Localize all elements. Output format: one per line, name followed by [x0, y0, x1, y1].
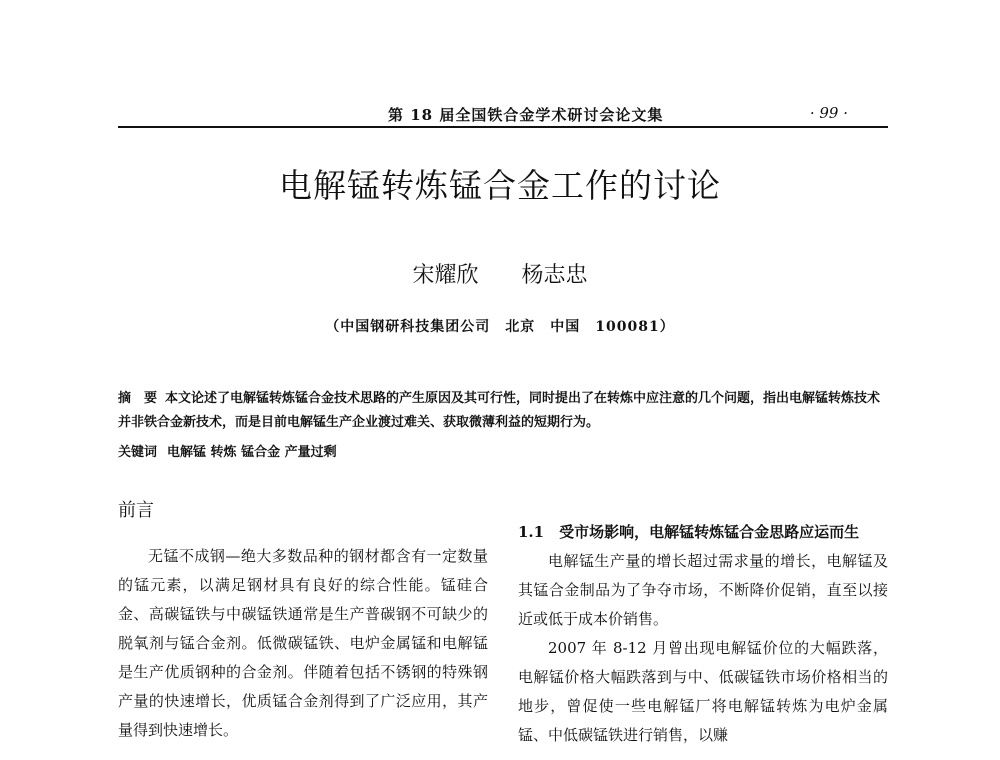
keywords	[118, 443, 888, 463]
right-column	[518, 518, 888, 750]
authors	[0, 258, 1000, 289]
keywords-label: 关键词	[118, 445, 158, 460]
subsection-paragraph: 2007 年 8-12 月曾出现电解锰价位的大幅跌落，电解锰价格大幅跌落到与中、低碳锰铁市场价格相当的地步，曾促使一些电解锰厂将电解锰转炼为电炉金属锰、中低碳锰铁进行销售，以赚	[518, 639, 888, 744]
journal-title: 第 18 届全国铁合金学术研讨会论文集	[388, 106, 664, 124]
intro-paragraph: 无锰不成钢—绝大多数品种的钢材都含有一定数量的锰元素，以满足钢材具有良好的综合性能。锰硅合金、高碳锰铁与中碳锰铁通常是生产普碳钢不可缺少的脱氧剂与锰合金剂。低微碳锰铁、电炉金属锰和电解锰是生产优质钢种的合金剂。伴随着包括不锈钢的特殊钢产量的快速增长，优质锰合金剂得到了广泛应用，其产量得到快速增长。	[118, 547, 488, 739]
author: 宋耀欣	[412, 263, 479, 288]
subsection-paragraph: 电解锰生产量的增长超过需求量的增长，电解锰及其锰合金制品为了争夺市场，不断降价促销，直至以接近或低于成本价销售。	[518, 552, 888, 628]
abstract-label: 摘 要	[118, 391, 158, 406]
affiliation: （中国钢研科技集团公司 北京 中国 100081）	[325, 319, 675, 335]
keywords-text: 电解锰 转炼 锰合金 产量过剩	[167, 445, 337, 460]
author: 杨志忠	[521, 263, 588, 288]
abstract	[118, 387, 888, 435]
subsection-heading: 1.1 受市场影响，电解锰转炼锰合金思路应运而生	[518, 523, 860, 541]
abstract-text: 本文论述了电解锰转炼锰合金技术思路的产生原因及其可行性，同时提出了在转炼中应注意的几个问题，指出电解锰转炼技术并非铁合金新技术，而是目前电解锰生产企业渡过难关、获取微薄利益的短期行为。	[118, 391, 881, 430]
left-column	[118, 542, 488, 745]
page-number: · 99 ·	[809, 104, 848, 122]
section-heading: 前言	[118, 500, 154, 521]
paper-title: 电解锰转炼锰合金工作的讨论	[279, 166, 721, 205]
header-rule	[118, 126, 888, 128]
